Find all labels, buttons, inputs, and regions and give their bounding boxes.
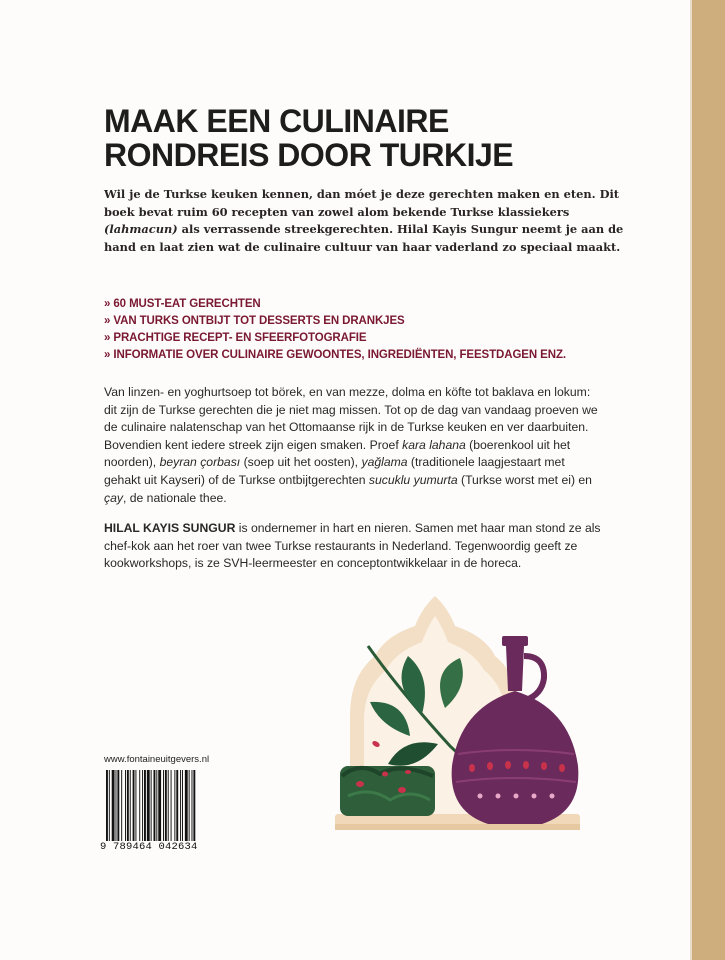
cover-title: [104, 104, 664, 172]
publisher-website: www.fontaineuitgevers.nl: [104, 754, 210, 765]
intro-paragraph: [104, 186, 634, 256]
dish-name: sucuklu yumurta: [368, 472, 458, 487]
highlight-item: » INFORMATIE OVER CULINAIRE GEWOONTES, INGREDIËNTEN, FEESTDAGEN ENZ.: [104, 349, 566, 361]
book-spine: [692, 0, 725, 960]
highlight-list: [104, 296, 644, 364]
highlight-item: » 60 MUST-EAT GERECHTEN: [104, 298, 261, 310]
dish-name: çay: [104, 490, 123, 505]
cover-illustration: [330, 596, 600, 846]
description-paragraph: [104, 384, 604, 507]
description-text: (traditionele laagjestaart met gehakt uit Kayseri) of de Turkse ontbijtgerechten: [104, 455, 565, 487]
title-line-1: MAAK EEN CULINAIRE: [104, 103, 449, 139]
author-bio: [104, 520, 604, 573]
barcode-icon: [104, 770, 224, 852]
title-line-2: RONDREIS DOOR TURKIJE: [104, 137, 514, 173]
dish-name: yağlama: [361, 455, 408, 470]
intro-lahmacun: (lahmacun): [104, 222, 178, 236]
highlight-item: » VAN TURKS ONTBIJT TOT DESSERTS EN DRANKJES: [104, 315, 405, 327]
dish-name: kara lahana: [402, 437, 466, 452]
illustration-bowl-icon: [340, 766, 435, 816]
description-text: (Turkse worst met ei) en: [457, 472, 592, 487]
description-text: Van linzen- en yoghurtsoep tot börek, en van mezze, dolma en köfte tot baklava en lokum: dit zijn de Turkse gerechten die je niet mag missen. Tot op de dag van vandaag proeven we de culinaire nalatenschap van het Ottomaanse rijk in de Turkse keuken en ver daarbuiten. Bovendien kent iedere streek zijn eigen smaken. Proef: [104, 385, 598, 452]
author-bio-text: is ondernemer in hart en nieren. Samen met haar man stond ze als chef-kok aan het roer van twee Turkse restaurants in Nederland. Tegenwoordig geeft ze kookworkshops, is ze SVH-leermeester en conceptontwikkelaar in de horeca.: [104, 521, 601, 571]
intro-text-2: als verrassende streekgerechten. Hilal Kayis Sungur neemt je aan de hand en laat zien wat de culinaire cultuur van haar vaderland zo speciaal maakt.: [104, 222, 624, 254]
description-text: , de nationale thee.: [122, 490, 227, 505]
description-text: (boerenkool uit het noorden),: [104, 437, 571, 470]
isbn-number: 9 789464 042634: [98, 841, 228, 853]
intro-text-1: Wil je de Turkse keuken kennen, dan móet je deze gerechten maken en eten. Dit boek bevat ruim 60 recepten van zowel alom bekende Turkse klassiekers: [104, 187, 620, 219]
description-text: (soep uit het oosten),: [240, 455, 362, 470]
highlight-item: » PRACHTIGE RECEPT- EN SFEERFOTOGRAFIE: [104, 332, 367, 344]
dish-name: beyran çorbası: [159, 455, 241, 470]
author-name: HILAL KAYIS SUNGUR: [104, 521, 236, 535]
